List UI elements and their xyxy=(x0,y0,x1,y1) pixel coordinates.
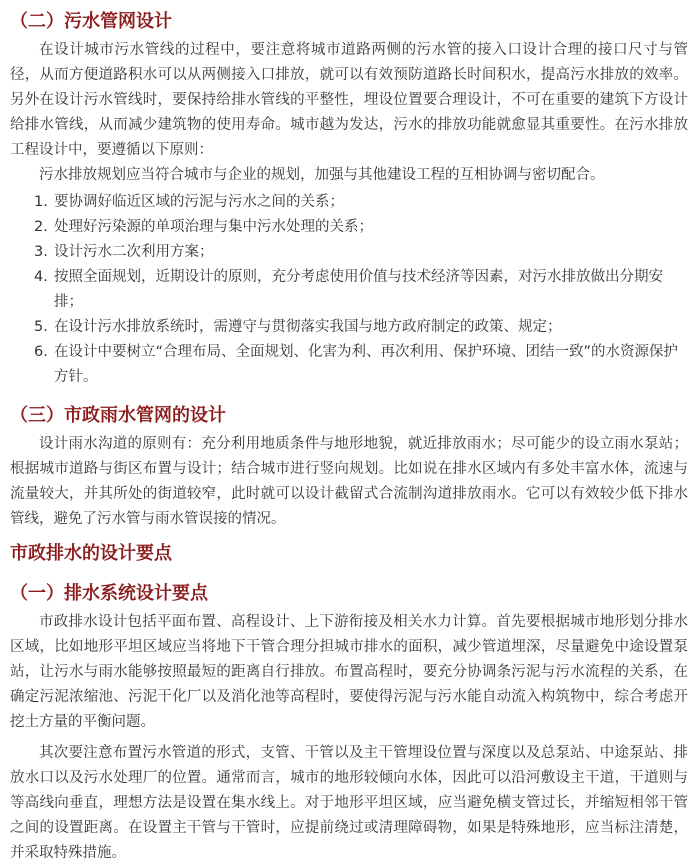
section2-paragraph-1: 在设计城市污水管线的过程中，要注意将城市道路两侧的污水管的接入口设计合理的接口尺寸与管径，从而方便道路积水可以从两侧接入口排放，就可以有效预防道路长时间积水，提高污水排放的效率。另外在设计污水管线时，要保持给排水管线的平整性，埋设位置要合理设计，不可在重要的建筑下方设计给排水管线，从而减少建筑物的使用寿命。城市越为发达，污水的排放功能就愈显其重要性。在污水排放工程设计中，要遵循以下原则： xyxy=(10,42,688,158)
section2-title: （二）污水管网设计 xyxy=(10,11,172,32)
list-item-text: 设计污水二次利用方案； xyxy=(54,244,214,260)
list-item xyxy=(34,240,688,265)
list-item-text: 在设计污水排放系统时，需遵守与贯彻落实我国与地方政府制定的政策、规定； xyxy=(54,319,562,335)
section3-title: （三）市政雨水管网的设计 xyxy=(10,405,226,426)
list-item-number: 2. xyxy=(34,219,48,235)
list-item-number: 5. xyxy=(34,319,48,335)
list-item xyxy=(34,315,688,340)
list-item-number: 1. xyxy=(34,194,48,210)
section2-paragraph-2: 污水排放规划应当符合城市与企业的规划，加强与其他建设工程的互相协调与密切配合。 xyxy=(39,167,605,183)
main-heading: 市政排水的设计要点 xyxy=(10,543,172,564)
list-item-number: 6. xyxy=(34,344,48,360)
list-item-text: 处理好污染源的单项治理与集中污水处理的关系； xyxy=(54,219,373,235)
principles-list xyxy=(10,190,688,390)
list-item xyxy=(34,215,688,240)
list-item xyxy=(34,190,688,215)
section-a-paragraph-1: 市政排水设计包括平面布置、高程设计、上下游衔接及相关水力计算。首先要根据城市地形划分排水区域，比如地形平坦区域应当将地下干管合理分担城市排水的面积，减少管道埋深，尽量避免中途设置泵站，让污水与雨水能够按照最短的距离自行排放。布置高程时，要充分协调条污泥与污水流程的关系，在确定污泥浓缩池、污泥干化厂以及消化池等高程时，要使得污泥与污水能自动流入构筑物中，综合考虑开挖土方量的平衡问题。 xyxy=(10,614,688,730)
list-item-number: 4. xyxy=(34,269,48,285)
list-item xyxy=(34,265,688,315)
section-a-paragraph-2: 其次要注意布置污水管道的形式，支管、干管以及主干管埋设位置与深度以及总泵站、中途泵站、排放水口以及污水处理厂的位置。通常而言，城市的地形较倾向水体，因此可以沿河敷设主干道，干道则与等高线向垂直，理想方法是设置在集水线上。对于地形平坦区域，应当避免横支管过长，并缩短相邻干管之间的设置距离。在设置主干管与干管时，应提前绕过或清理障碍物，如果是特殊地形，应当标注清楚，并采取特殊措施。 xyxy=(10,745,688,861)
section3-paragraph-1: 设计雨水沟道的原则有：充分利用地质条件与地形地貌，就近排放雨水；尽可能少的设立雨水泵站；根据城市道路与街区布置与设计；结合城市进行竖向规划。比如说在排水区域内有多处丰富水体，流速与流量较大，并其所处的街道较窄，此时就可以设计截留式合流制沟道排放雨水。它可以有效较少低下排水管线，避免了污水管与雨水管误接的情况。 xyxy=(10,436,688,527)
section-a-title: （一）排水系统设计要点 xyxy=(10,583,208,604)
list-item-text: 在设计中要树立“合理布局、全面规划、化害为利、再次利用、保护环境、团结一致”的水资源保护方针。 xyxy=(54,344,679,385)
list-item xyxy=(34,340,688,390)
list-item-text: 按照全面规划，近期设计的原则，充分考虑使用价值与技术经济等因素，对污水排放做出分期安排； xyxy=(54,269,663,310)
list-item-text: 要协调好临近区域的污泥与污水之间的关系； xyxy=(54,194,344,210)
list-item-number: 3. xyxy=(34,244,48,260)
